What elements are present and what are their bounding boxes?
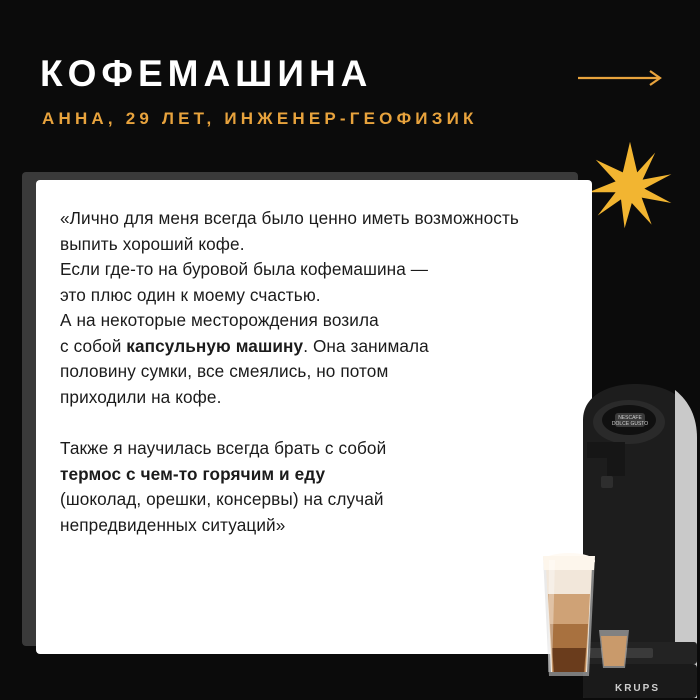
page-subtitle: АННА, 29 ЛЕТ, ИНЖЕНЕР-ГЕОФИЗИК bbox=[42, 109, 478, 128]
arrow-right-icon bbox=[578, 68, 666, 88]
quote-line-3: это плюс один к моему счастью. bbox=[60, 284, 321, 305]
quote-line-5 bbox=[60, 334, 562, 360]
quote-text bbox=[60, 206, 562, 538]
quote-line-5-post: . Она занимала bbox=[303, 335, 429, 356]
quote-line-10: (шоколад, орешки, консервы) на случай bbox=[60, 489, 384, 509]
quote-line-2: Если где-то на буровой была кофемашина — bbox=[60, 259, 429, 279]
svg-text:DOLCE GUSTO: DOLCE GUSTO bbox=[611, 421, 649, 427]
quote-line-4: А на некоторые месторождения возила bbox=[60, 310, 379, 330]
quote-line-8: Также я научилась всегда брать с собой bbox=[60, 438, 387, 458]
page-title: КОФЕМАШИНА bbox=[40, 53, 373, 94]
machine-brand-label: KRUPS bbox=[614, 683, 660, 694]
quote-card bbox=[36, 180, 592, 654]
svg-text:NESCAFE: NESCAFE bbox=[618, 415, 642, 421]
quote-line-11: непредвиденных ситуаций» bbox=[60, 514, 286, 535]
quote-line-1: «Лично для меня всегда было ценно иметь возможность выпить хороший кофе. bbox=[60, 208, 519, 254]
quote-line-7: приходили на кофе. bbox=[60, 386, 222, 407]
paragraph-spacer bbox=[60, 410, 562, 436]
quote-line-5-pre: с собой bbox=[60, 335, 127, 356]
header bbox=[0, 0, 700, 168]
coffee-machine-icon bbox=[525, 380, 700, 700]
quote-bold-thermos: термос с чем-то горячим и еду bbox=[60, 463, 326, 484]
quote-line-6: половину сумки, все смеялись, но потом bbox=[60, 361, 389, 381]
quote-bold-capsule-machine: капсульную машину bbox=[126, 335, 304, 356]
